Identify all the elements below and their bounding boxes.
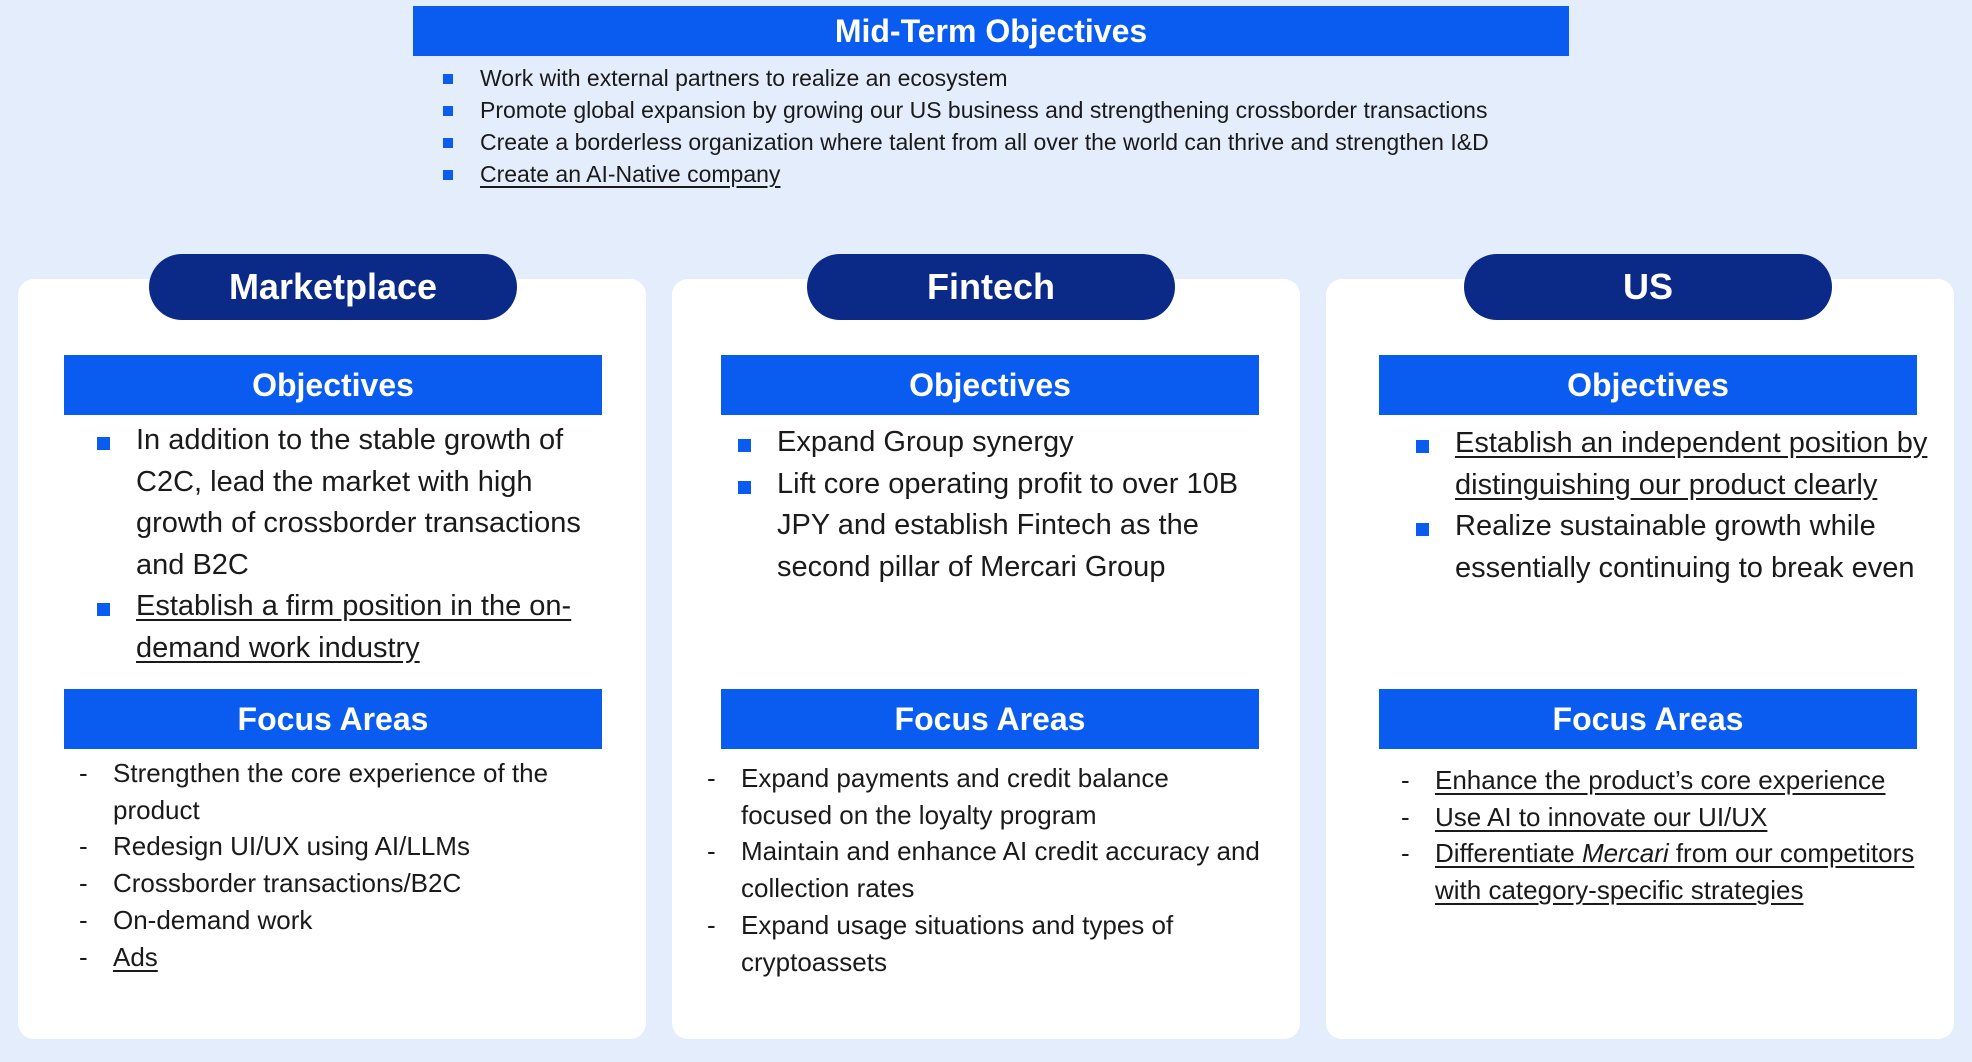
marketplace-focus-list xyxy=(79,755,599,975)
marketplace-objectives-list xyxy=(94,420,604,669)
us-focus-header: Focus Areas xyxy=(1379,689,1917,749)
list-item: Establish a firm position in the on-demand work industry xyxy=(94,586,604,669)
square-bullet-icon xyxy=(97,437,110,450)
fintech-objectives-list xyxy=(735,422,1265,588)
list-item: In addition to the stable growth of C2C, lead the market with high growth of crossborder transactions and B2C xyxy=(94,420,604,586)
fintech-focus-list xyxy=(707,760,1267,980)
list-item: Create a borderless organization where talent from all over the world can thrive and strengthen I&D xyxy=(440,126,1489,158)
list-item: Promote global expansion by growing our US business and strengthening crossborder transactions xyxy=(440,94,1489,126)
list-item: - Strengthen the core experience of the product xyxy=(79,758,549,825)
marketplace-focus-header: Focus Areas xyxy=(64,689,602,749)
us-focus-list xyxy=(1401,762,1941,909)
us-title: US xyxy=(1464,254,1832,320)
square-bullet-icon xyxy=(443,170,453,180)
list-item: - Redesign UI/UX using AI/LLMs xyxy=(79,831,470,862)
list-item: - Ads xyxy=(79,941,158,972)
square-bullet-icon xyxy=(738,481,751,494)
fintech-objectives-header: Objectives xyxy=(721,355,1259,415)
marketplace-title: Marketplace xyxy=(149,254,517,320)
list-item: - On-demand work xyxy=(79,904,313,935)
list-item: Create an AI-Native company xyxy=(440,158,1489,190)
list-item: - Differentiate Mercari from our competitors with category-specific strategies xyxy=(1401,838,1915,906)
list-item: - Enhance the product’s core experience xyxy=(1401,765,1886,795)
list-item: Expand Group synergy xyxy=(735,422,1265,464)
square-bullet-icon xyxy=(1416,440,1429,453)
list-item: Establish an independent position by distinguishing our product clearly xyxy=(1413,423,1933,506)
mid-term-title: Mid-Term Objectives xyxy=(413,6,1569,56)
us-objectives-list xyxy=(1413,423,1933,589)
square-bullet-icon xyxy=(443,106,453,116)
list-item: - Crossborder transactions/B2C xyxy=(79,868,462,899)
fintech-focus-header: Focus Areas xyxy=(721,689,1259,749)
list-item: - Expand usage situations and types of cryptoassets xyxy=(707,909,1174,977)
us-objectives-header: Objectives xyxy=(1379,355,1917,415)
mid-term-list xyxy=(440,62,1489,190)
square-bullet-icon xyxy=(738,439,751,452)
fintech-title: Fintech xyxy=(807,254,1175,320)
square-bullet-icon xyxy=(97,603,110,616)
square-bullet-icon xyxy=(443,138,453,148)
list-item: - Use AI to innovate our UI/UX xyxy=(1401,801,1768,832)
list-item: Realize sustainable growth while essentially continuing to break even xyxy=(1413,506,1933,589)
square-bullet-icon xyxy=(1416,523,1429,536)
list-item: Lift core operating profit to over 10B JPY and establish Fintech as the second pillar of Mercari Group xyxy=(735,464,1265,589)
list-item: - Expand payments and credit balance focused on the loyalty program xyxy=(707,763,1169,830)
list-item: Work with external partners to realize an ecosystem xyxy=(440,62,1489,94)
square-bullet-icon xyxy=(443,74,453,84)
list-item: - Maintain and enhance AI credit accuracy and collection rates xyxy=(707,836,1260,904)
marketplace-objectives-header: Objectives xyxy=(64,355,602,415)
